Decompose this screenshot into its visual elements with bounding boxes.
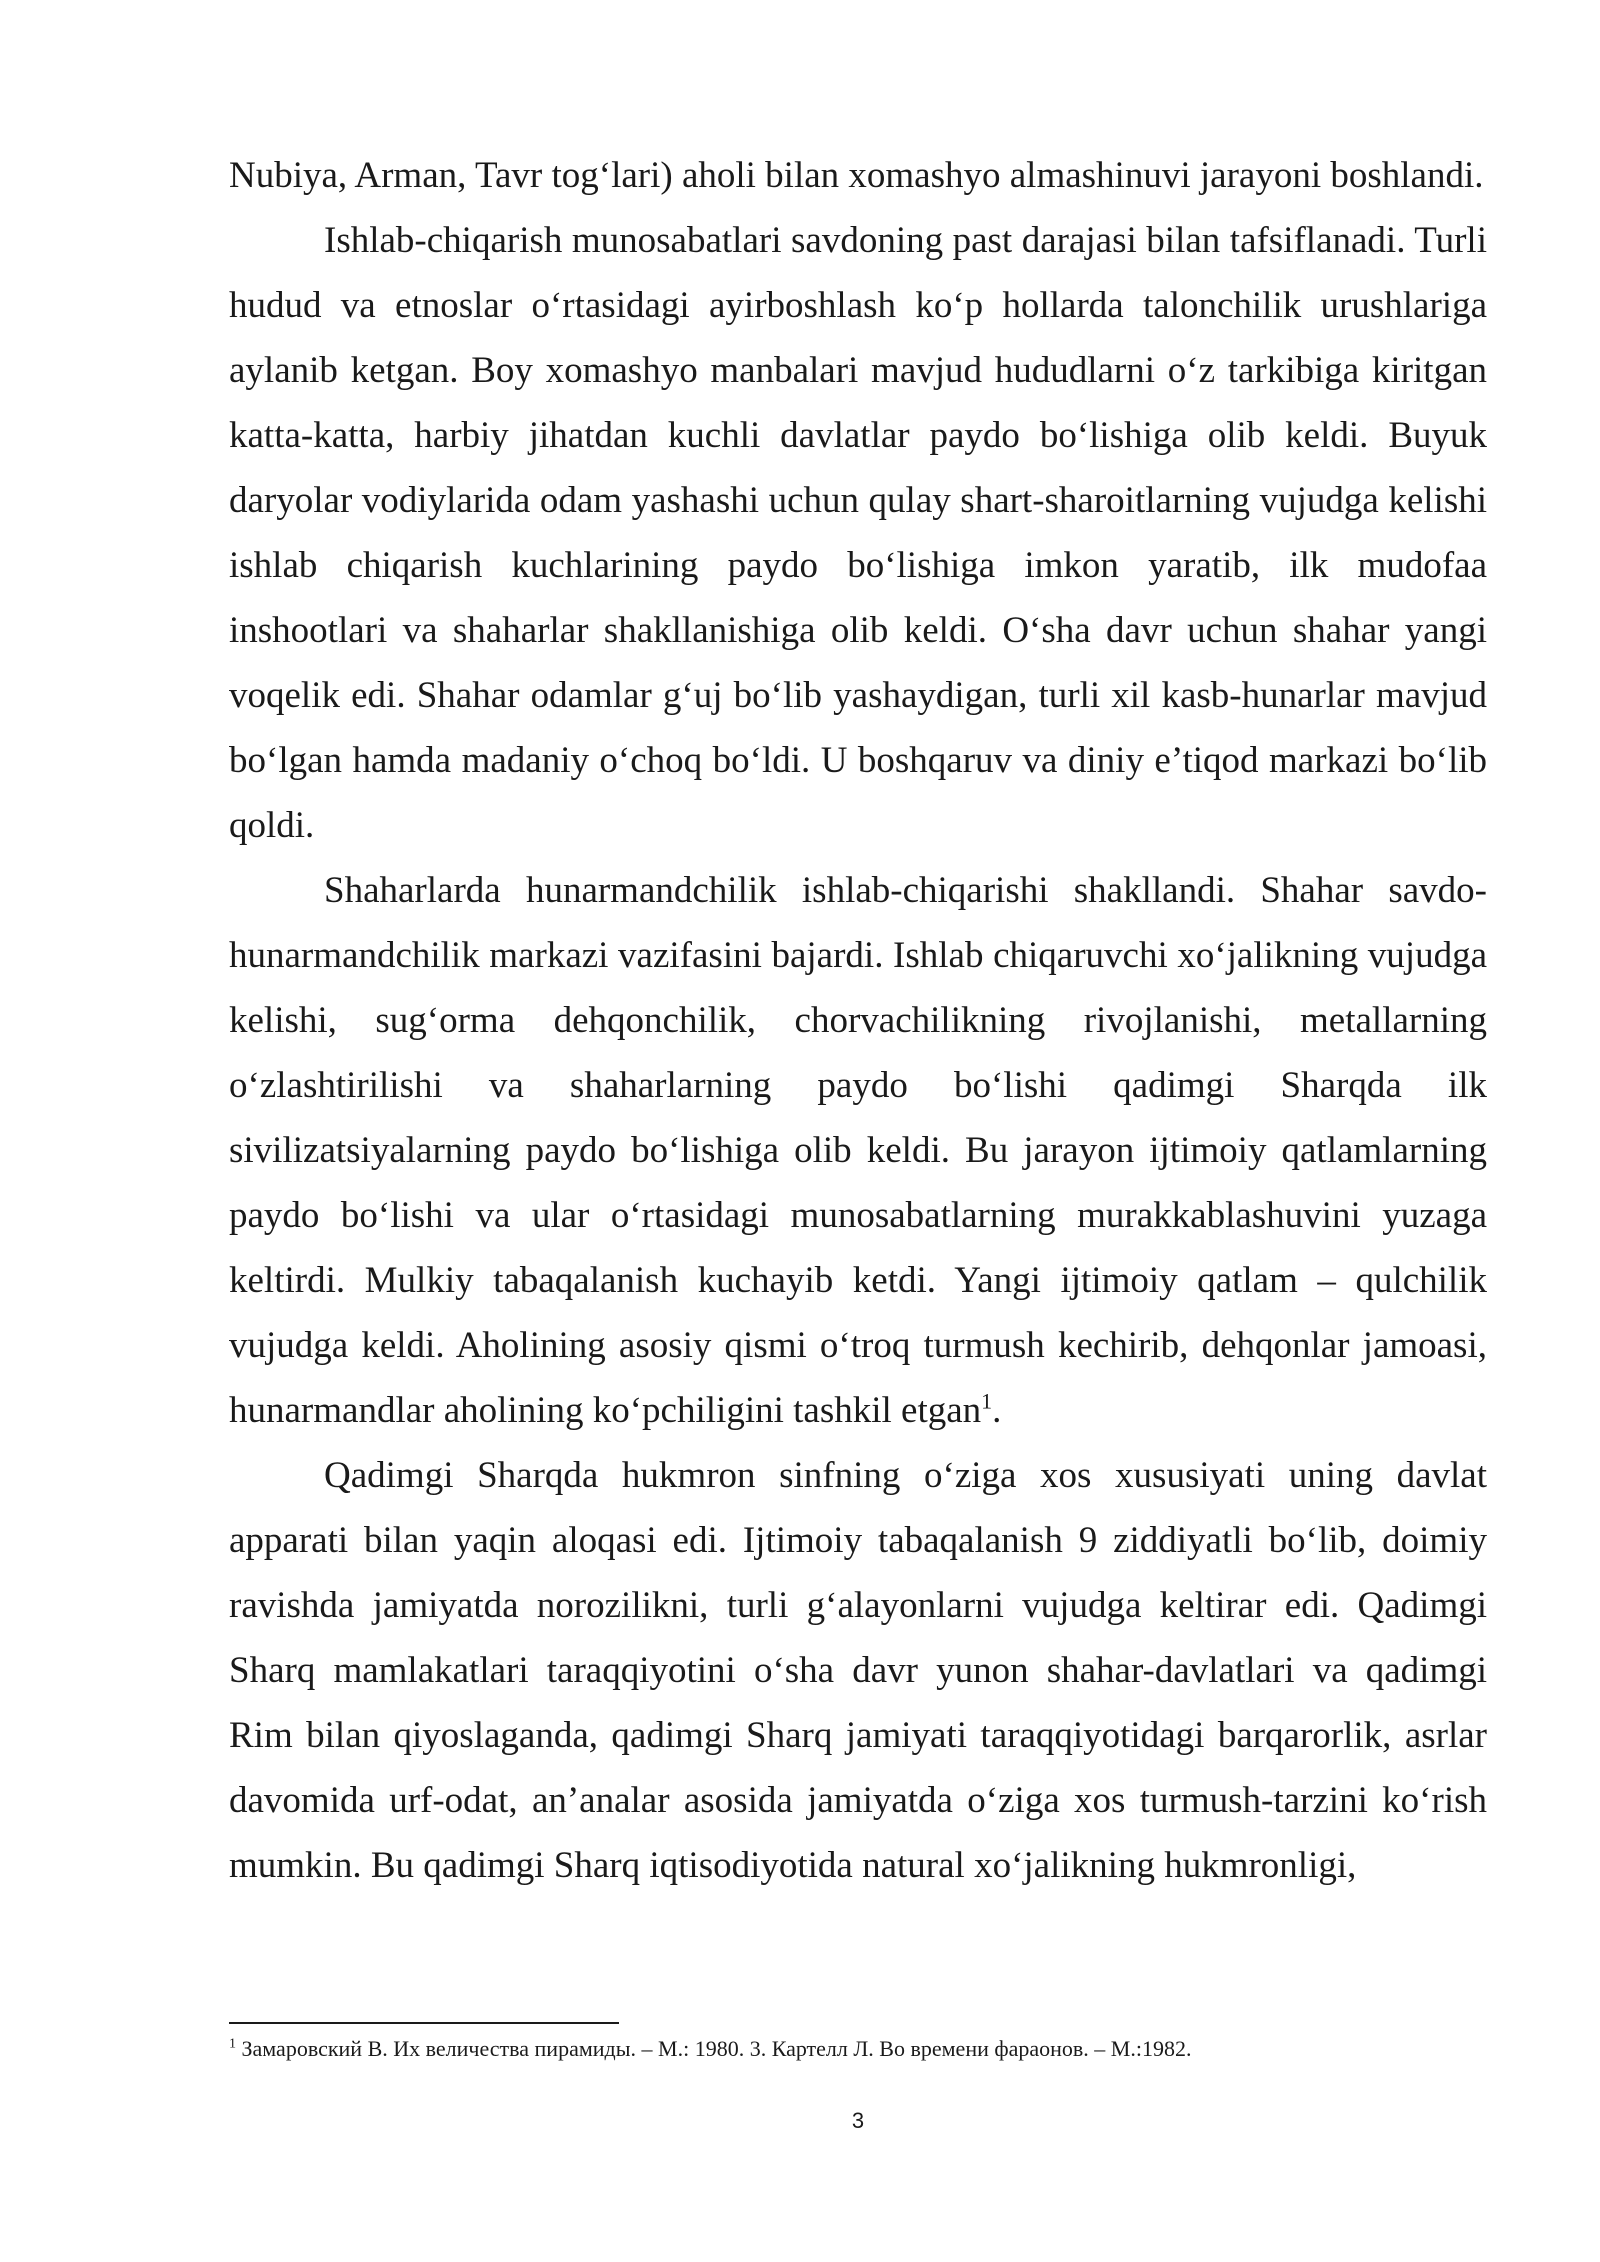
paragraph-continued: Nubiya, Arman, Tavr tog‘lari) aholi bilan xomashyo almashinuvi jarayoni boshlandi. xyxy=(229,155,1484,196)
footnote-text: Замаровский В. Их величества пирамиды. – М.: 1980. 3. Картелл Л. Во времени фараонов. – М.:1982. xyxy=(241,2036,1192,2061)
paragraph: Qadimgi Sharqda hukmron sinfning o‘ziga xos xususiyati uning davlat apparati bilan yaqin aloqasi edi. Ijtimoiy tabaqalanish 9 ziddiyatli bo‘lib, doimiy ravishda jamiyatda norozilikni, turli g‘alayonlarni vujudga keltirar edi. Qadimgi Sharq mamlakatlari taraqqiyotini o‘sha davr yunon shahar-davlatlari va qadimgi Rim bilan qiyoslaganda, qadimgi Sharq jamiyati taraqqiyotidagi barqarorlik, asrlar davomida urf-odat, an’analar asosida jamiyatda o‘ziga xos turmush-tarzini ko‘rish mumkin. Bu qadimgi Sharq iqtisodiyotida natural xo‘jalikning hukmronligi, xyxy=(229,1455,1487,1886)
footnote-separator xyxy=(229,2022,619,2024)
body-text xyxy=(229,143,1487,1898)
footnote-marker: 1 xyxy=(229,2036,236,2052)
page-number: 3 xyxy=(851,2108,865,2133)
paragraph xyxy=(229,858,1487,1443)
paragraph: Ishlab-chiqarish munosabatlari savdoning past darajasi bilan tafsiflanadi. Turli hudud va etnoslar o‘rtasidagi ayirboshlash ko‘p hollarda talonchilik urushlariga aylanib ketgan. Boy xomashyo manbalari mavjud hududlarni o‘z tarkibiga kiritgan katta-katta, harbiy jihatdan kuchli davlatlar paydo bo‘lishiga olib keldi. Buyuk daryolar vodiylarida odam yashashi uchun qulay shart-sharoitlarning vujudga kelishi ishlab chiqarish kuchlarining paydo bo‘lishiga imkon yaratib, ilk mudofaa inshootlari va shaharlar shakllanishiga olib keldi. O‘sha davr uchun shahar yangi voqelik edi. Shahar odamlar g‘uj bo‘lib yashaydigan, turli xil kasb-hunarlar mavjud bo‘lgan hamda madaniy o‘choq bo‘ldi. U boshqaruv va diniy e’tiqod markazi bo‘lib qoldi. xyxy=(229,220,1487,846)
paragraph-text: Shaharlarda hunarmandchilik ishlab-chiqarishi shakllandi. Shahar savdo-hunarmandchilik markazi vazifasini bajardi. Ishlab chiqaruvchi xo‘jalikning vujudga kelishi, sug‘orma dehqonchilik, chorvachilikning rivojlanishi, metallarning o‘zlashtirilishi va shaharlarning paydo bo‘lishi qadimgi Sharqda ilk sivilizatsiyalarning paydo bo‘lishiga olib keldi. Bu jarayon ijtimoiy qatlamlarning paydo bo‘lishi va ular o‘rtasidagi munosabatlarning murakkablashuvini yuzaga keltirdi. Mulkiy tabaqalanish kuchayib ketdi. Yangi ijtimoiy qatlam – qulchilik vujudga keldi. Aholining asosiy qismi o‘troq turmush kechirib, dehqonlar jamoasi, hunarmandlar aholining ko‘pchiligini tashkil etgan xyxy=(229,870,1487,1431)
footnote-reference[interactable]: 1 xyxy=(981,1388,993,1414)
footnote xyxy=(229,2034,1487,2064)
paragraph-end-punctuation: . xyxy=(992,1390,1002,1431)
